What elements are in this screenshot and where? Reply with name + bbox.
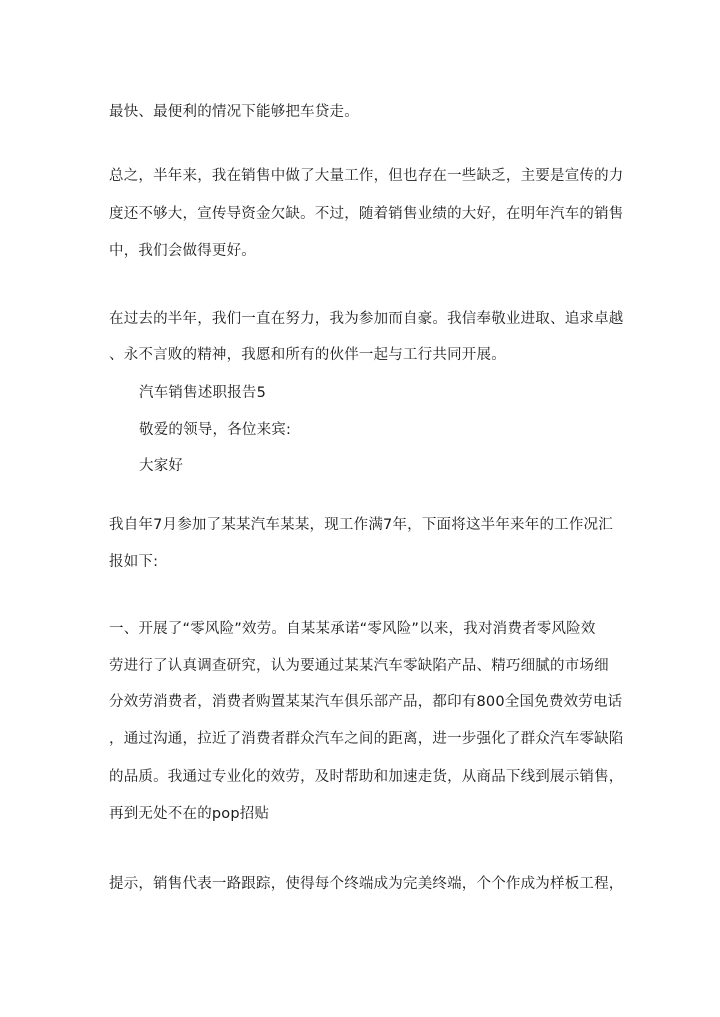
text-line: 最快、最便利的情况下能够把车贷走。	[109, 104, 359, 120]
text-line: 再到无处不在的pop招贴	[109, 806, 270, 822]
text-line: 的品质。我通过专业化的效劳，及时帮助和加速走货，从商品下线到展示销售，	[109, 769, 624, 785]
text-line: 中，我们会做得更好。	[109, 243, 256, 259]
text-line: 、永不言败的精神，我愿和所有的伙伴一起与工行共同开展。	[109, 347, 506, 363]
text-line: 提示，销售代表一路跟踪，使得每个终端成为完美终端，个个作成为样板工程，	[109, 876, 624, 892]
text-line: 总之，半年来，我在销售中做了大量工作，但也存在一些缺乏，主要是宣传的力	[109, 168, 624, 184]
text-line: 报如下:	[109, 554, 159, 570]
salutation: 敬爱的领导，各位来宾:	[139, 422, 292, 438]
text-line: ，通过沟通，拉近了消费者群众汽车之间的距离，进一步强化了群众汽车零缺陷	[109, 731, 624, 747]
report-title: 汽车销售述职报告5	[139, 385, 267, 401]
text-line: 劳进行了认真调查研究，认为要通过某某汽车零缺陷产品、精巧细腻的市场细	[109, 658, 609, 674]
text-line: 度还不够大，宣传导资金欠缺。不过，随着销售业绩的大好，在明年汽车的销售	[109, 206, 624, 222]
text-line: 我自年7月参加了某某汽车某某，现工作满7年，下面将这半年来年的工作况汇	[109, 517, 613, 533]
text-line: 在过去的半年，我们一直在努力，我为参加而自豪。我信奉敬业进取、追求卓越	[109, 311, 624, 327]
text-line: 分效劳消费者，消费者购置某某汽车俱乐部产品，都印有800全国免费效劳电话	[109, 694, 623, 710]
greeting: 大家好	[139, 458, 184, 474]
text-line: 一、开展了“零风险”效劳。自某某承诺“零风险”以来，我对消费者零风险效	[109, 621, 596, 637]
